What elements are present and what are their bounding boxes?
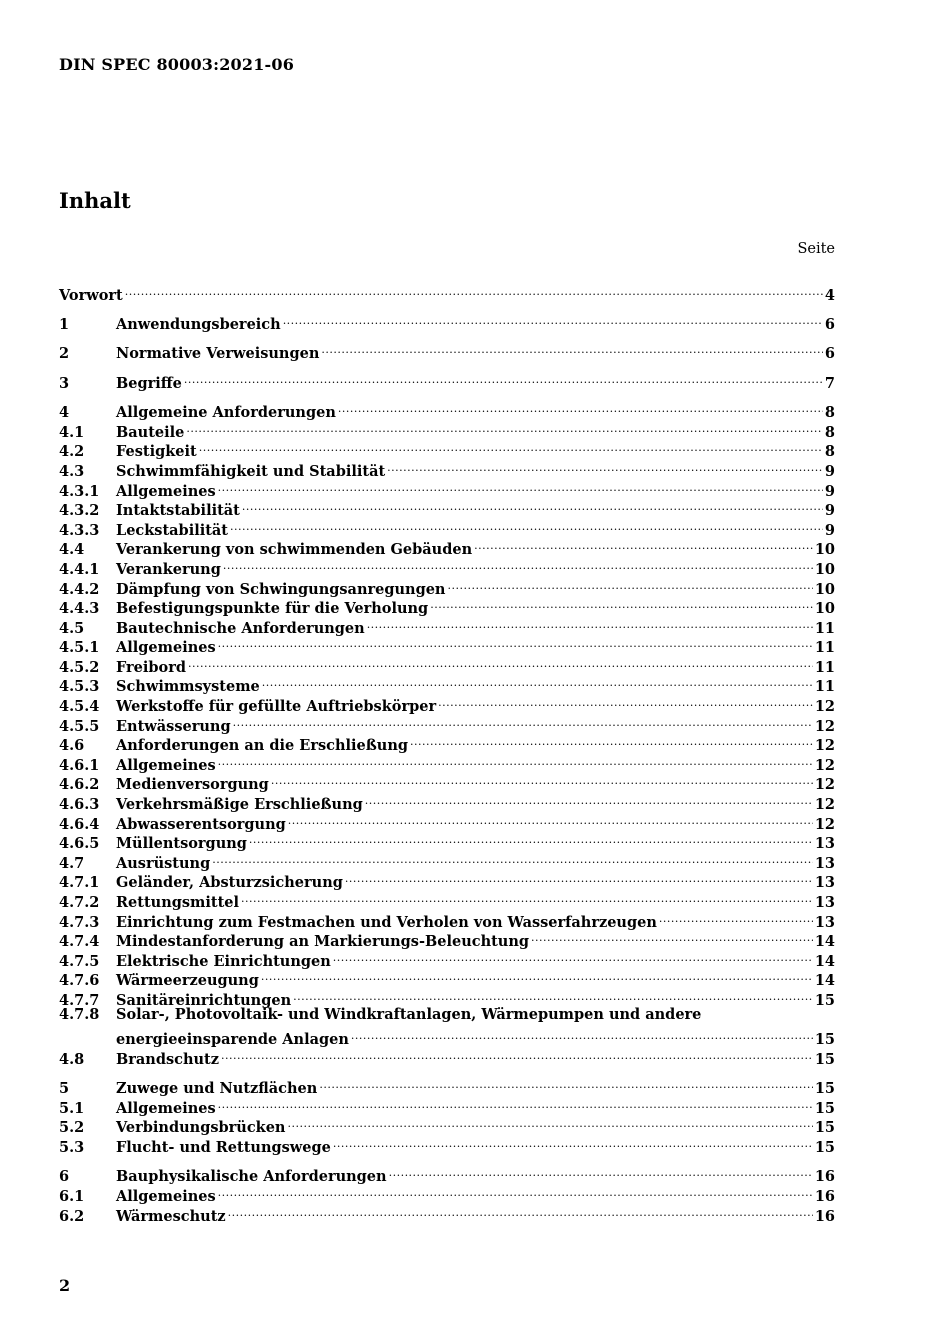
toc-entry-number: 2 (59, 345, 70, 363)
toc-entry-page: 9 (824, 521, 835, 539)
dot-leader (184, 368, 823, 388)
toc-entry-title: Begriffe (116, 374, 182, 392)
toc-entry-number: 4.7.2 (59, 894, 100, 911)
toc-entry-page: 15 (814, 1119, 835, 1137)
toc-entry-continuation[interactable] (59, 1025, 835, 1049)
toc-entry-number: 4.7.4 (59, 933, 100, 951)
toc-entry-page: 13 (814, 894, 835, 911)
toc-entry-number: 4.6.1 (59, 756, 100, 774)
toc-entry-title: Rettungsmittel (116, 894, 240, 911)
toc-entry-number: 4.8 (59, 1050, 85, 1068)
toc-entry-title: Verkehrsmäßige Erschließung (116, 796, 363, 814)
page-column-label: Seite (797, 241, 835, 257)
toc-entry-title: Intaktstabilität (116, 502, 240, 520)
toc-entry-title: Dämpfung von Schwingungsanregungen (116, 580, 446, 598)
toc-entry-page: 16 (814, 1207, 835, 1225)
toc-entry-page: 15 (814, 1099, 835, 1117)
toc-entry-page: 15 (814, 991, 835, 1009)
toc-entry-number: 3 (59, 374, 70, 392)
toc-entry-page: 13 (814, 874, 835, 892)
toc-entry-title: Wärmeerzeugung (116, 972, 259, 990)
toc-entry-title: Flucht- und Rettungswege (116, 1138, 331, 1156)
toc-entry-title: Anwendungsbereich (116, 315, 281, 333)
toc-entry-title: Medienversorgung (116, 776, 269, 794)
dot-leader (319, 1074, 812, 1094)
page-number: 2 (59, 1276, 71, 1295)
dot-leader (199, 437, 823, 457)
toc-entry-title: Allgemeine Anforderungen (116, 404, 336, 422)
toc-entry-number: 4.5.2 (59, 658, 100, 676)
toc-entry-page: 15 (814, 1031, 835, 1049)
toc-entry-title: Verankerung von schwimmenden Gebäuden (116, 541, 473, 559)
toc-entry[interactable] (59, 339, 835, 363)
toc-entry-page: 14 (814, 952, 835, 970)
dot-leader (287, 1113, 812, 1133)
toc-entry[interactable] (59, 1074, 835, 1098)
toc-entry-number: 4.3.2 (59, 502, 100, 520)
toc-entry-number: 4.7.5 (59, 952, 100, 970)
dot-leader (338, 398, 823, 418)
toc-entry-page: 12 (814, 717, 835, 735)
toc-entry-page: 12 (814, 756, 835, 774)
toc-entry-page: 13 (814, 913, 835, 931)
toc-entry-number: 4.3 (59, 462, 85, 480)
dot-leader (288, 809, 813, 829)
dot-leader (438, 691, 813, 711)
toc-entry-title: Mindestanforderung an Markierungs-Beleuchtung (116, 933, 530, 951)
dot-leader (271, 770, 813, 790)
toc-entry[interactable] (59, 398, 835, 422)
toc-entry-page: 10 (814, 580, 835, 598)
toc-entry-title: Brandschutz (116, 1050, 219, 1068)
toc-entry-title: Befestigungspunkte für die Verholung (116, 600, 429, 618)
toc-entry-number: 4.4.3 (59, 600, 100, 618)
toc-entry-number: 6.2 (59, 1207, 85, 1225)
toc-entry-page: 8 (824, 404, 835, 422)
toc-entry-title: Abwasserentsorgung (116, 815, 286, 833)
toc-entry-page: 9 (824, 462, 835, 480)
toc-entry-page: 9 (824, 502, 835, 520)
dot-leader (249, 829, 813, 849)
dot-leader (389, 1162, 813, 1182)
dot-leader (351, 1025, 813, 1045)
toc-entry-number: 6 (59, 1168, 70, 1186)
toc-entry-page: 11 (814, 619, 835, 637)
toc-entry-number: 4.6.4 (59, 815, 100, 833)
toc-entry[interactable] (59, 1162, 835, 1186)
toc-entry-page: 12 (814, 698, 835, 716)
toc-entry-page: 11 (814, 639, 835, 657)
toc-entry-title: Müllentsorgung (116, 835, 247, 853)
dot-leader (242, 496, 823, 516)
toc-entry-title: Bauphysikalische Anforderungen (116, 1168, 387, 1186)
dot-leader (218, 1093, 813, 1113)
dot-leader (230, 515, 823, 535)
dot-leader (293, 985, 813, 1005)
toc-entry-title: Allgemeines (116, 1187, 216, 1205)
dot-leader (218, 476, 823, 496)
dot-leader (365, 789, 813, 809)
document-id: DIN SPEC 80003:2021-06 (59, 55, 295, 74)
toc-entry-title: Bauteile (116, 423, 185, 441)
toc-entry-page: 13 (814, 835, 835, 853)
dot-leader (223, 554, 813, 574)
toc-entry-number: 4.6.2 (59, 776, 100, 794)
toc-entry-title: Solar-, Photovoltaik- und Windkraftanlagen, Wärmepumpen und andere (116, 1005, 702, 1023)
toc-title: Inhalt (59, 188, 131, 213)
toc-entry-number: 4.2 (59, 443, 85, 461)
toc-entry-page: 15 (814, 1080, 835, 1098)
dot-leader (241, 887, 813, 907)
toc-entry-title: Elektrische Einrichtungen (116, 952, 331, 970)
toc-entry-title: Wärmeschutz (116, 1207, 226, 1225)
toc-entry-page: 15 (814, 1138, 835, 1156)
dot-leader (233, 711, 813, 731)
dot-leader (186, 417, 823, 437)
toc-entry[interactable] (59, 368, 835, 392)
toc-entry-number: 4.5.1 (59, 639, 100, 657)
toc-entry-number: 4.5.5 (59, 717, 100, 735)
toc-entry-page: 12 (814, 776, 835, 794)
toc-entry-page: 15 (814, 1050, 835, 1068)
toc-entry-title: Vorwort (59, 286, 123, 304)
toc-entry-number: 4.7.7 (59, 991, 100, 1009)
toc-entry-page: 16 (814, 1168, 835, 1186)
toc-entry-page: 8 (824, 423, 835, 441)
dot-leader (410, 731, 813, 751)
dot-leader (261, 966, 813, 986)
toc-entry-number: 4.4.2 (59, 580, 100, 598)
dot-leader (531, 927, 813, 947)
toc-entry-title: Schwimmsysteme (116, 678, 260, 696)
dot-leader (447, 574, 812, 594)
toc-entry-number: 4.1 (59, 423, 85, 441)
toc-entry-page: 10 (814, 560, 835, 578)
toc-entry-page: 16 (814, 1187, 835, 1205)
toc-entry-title: Verbindungsbrücken (116, 1119, 286, 1137)
toc-entry-page: 10 (814, 600, 835, 618)
toc-entry-page: 12 (814, 796, 835, 814)
toc-entry-page: 10 (814, 541, 835, 559)
toc-entry-page: 11 (814, 678, 835, 696)
dot-leader (345, 868, 813, 888)
dot-leader (221, 1044, 813, 1064)
toc-entry-number: 4.7.8 (59, 1005, 100, 1023)
toc-entry-title: Allgemeines (116, 482, 216, 500)
dot-leader (659, 907, 813, 927)
toc-entry-page: 13 (814, 854, 835, 872)
toc-entry-title: Verankerung (116, 560, 221, 578)
toc-entry-title: Einrichtung zum Festmachen und Verholen von Wasserfahrzeugen (116, 913, 657, 931)
dot-leader (218, 633, 813, 653)
toc-entry[interactable] (59, 280, 835, 304)
toc-entry-number: 5 (59, 1080, 70, 1098)
toc-entry-number: 4.6.5 (59, 835, 100, 853)
toc-entry-title: Normative Verweisungen (116, 345, 320, 363)
toc-entry-page: 4 (824, 286, 835, 304)
toc-entry-title: Zuwege und Nutzflächen (116, 1080, 318, 1098)
toc-entry-number: 1 (59, 315, 70, 333)
toc-entry-title: Allgemeines (116, 756, 216, 774)
dot-leader (218, 750, 813, 770)
dot-leader (333, 946, 813, 966)
toc-entry-number: 4.4 (59, 541, 85, 559)
dot-leader (387, 456, 823, 476)
toc-entry-number: 4.7.3 (59, 913, 100, 931)
toc-entry-title: Entwässerung (116, 717, 231, 735)
toc-entry-number: 4.7.1 (59, 874, 100, 892)
toc-entry-number: 5.1 (59, 1099, 85, 1117)
dot-leader (262, 672, 813, 692)
toc-entry-title-continued: energieeinsparende Anlagen (116, 1031, 349, 1049)
toc-entry-number: 5.2 (59, 1119, 85, 1137)
toc-entry-number: 4.6.3 (59, 796, 100, 814)
toc-entry-number: 4.5 (59, 619, 85, 637)
toc-entry-number: 4.5.4 (59, 698, 100, 716)
toc-entry-number: 4.5.3 (59, 678, 100, 696)
toc-entry-number: 4.4.1 (59, 560, 100, 578)
toc-entry-number: 4.6 (59, 737, 85, 755)
toc-entry-number: 4.7.6 (59, 972, 100, 990)
dot-leader (430, 594, 813, 614)
toc-entry-page: 6 (824, 345, 835, 363)
toc-entry-title: Allgemeines (116, 639, 216, 657)
toc-entry-page: 9 (824, 482, 835, 500)
toc-entry-title: Freibord (116, 658, 187, 676)
dot-leader (321, 339, 823, 359)
toc-entry-title: Schwimmfähigkeit und Stabilität (116, 462, 386, 480)
toc-entry-number: 4.3.3 (59, 521, 100, 539)
dot-leader (218, 1181, 813, 1201)
toc-entry-number: 5.3 (59, 1138, 85, 1156)
toc-entry-page: 11 (814, 658, 835, 676)
toc-entry-title: Festigkeit (116, 443, 197, 461)
toc-entry-title: Ausrüstung (116, 854, 211, 872)
toc-entry-title: Anforderungen an die Erschließung (116, 737, 408, 755)
toc-entry[interactable] (59, 309, 835, 333)
toc-entry-page: 12 (814, 815, 835, 833)
toc-entry-page: 7 (824, 374, 835, 392)
toc-entry-page: 14 (814, 933, 835, 951)
dot-leader (125, 280, 823, 300)
toc-entry-title: Geländer, Absturzsicherung (116, 874, 343, 892)
toc-entry-number: 6.1 (59, 1187, 85, 1205)
toc-entry-page: 14 (814, 972, 835, 990)
toc-entry-title: Leckstabilität (116, 521, 229, 539)
dot-leader (228, 1201, 813, 1221)
toc-entry-title: Werkstoffe für gefüllte Auftriebskörper (116, 698, 437, 716)
toc-entry-number: 4.7 (59, 854, 85, 872)
toc-entry-number: 4 (59, 404, 70, 422)
dot-leader (283, 309, 823, 329)
dot-leader (212, 848, 813, 868)
toc-entry-page: 12 (814, 737, 835, 755)
dot-leader (188, 652, 813, 672)
toc-entry-number: 4.3.1 (59, 482, 100, 500)
dot-leader (367, 613, 813, 633)
dot-leader (333, 1132, 813, 1152)
toc-entry-page: 6 (824, 315, 835, 333)
toc-entry-title: Allgemeines (116, 1099, 216, 1117)
dot-leader (474, 535, 813, 555)
toc-entry-page: 8 (824, 443, 835, 461)
toc-entry-title: Sanitäreinrichtungen (116, 991, 292, 1009)
toc-entry-title: Bautechnische Anforderungen (116, 619, 365, 637)
toc-entry[interactable] (59, 1005, 835, 1025)
table-of-contents (59, 280, 835, 1225)
